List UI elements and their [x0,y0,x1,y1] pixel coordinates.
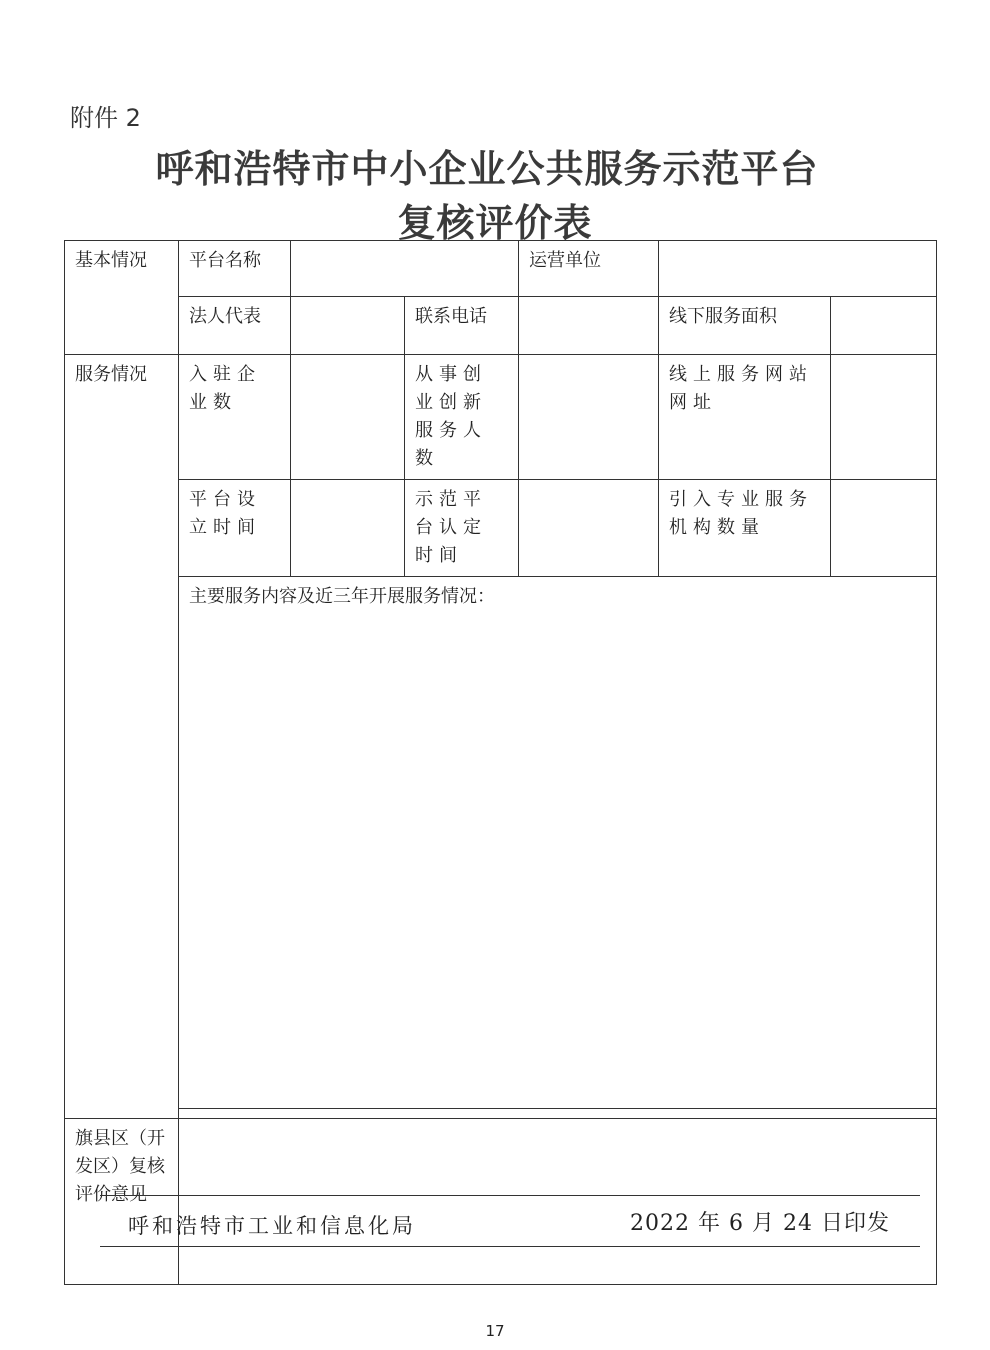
field-website[interactable] [831,355,937,480]
label-phone: 联系电话 [405,297,519,355]
section-opinion-label: 旗县区（开发区）复核评价意见 [65,1119,179,1285]
field-legal-rep[interactable] [291,297,405,355]
field-staff-count[interactable] [519,355,659,480]
label-institutions-count: 引入专业服务机构数量 [659,480,831,577]
issuing-date: 2022 年 6 月 24 日印发 [630,1211,890,1236]
label-staff-count: 从事创业创新服务人数 [405,355,519,480]
label-operator: 运营单位 [519,241,659,297]
field-offline-area[interactable] [831,297,937,355]
label-website: 线上服务网站网址 [659,355,831,480]
issuing-org: 呼和浩特市工业和信息化局 [128,1214,416,1238]
page-number: 17 [485,1322,505,1340]
evaluation-form-table [64,240,937,1285]
field-cert-time[interactable] [519,480,659,577]
attachment-label: 附件 2 [70,104,141,132]
section-service-label: 服务情况 [65,355,179,1119]
field-institutions-count[interactable] [831,480,937,577]
field-main-content[interactable] [179,577,937,1109]
spacer-row [179,1109,937,1119]
label-cert-time: 示范平台认定时间 [405,480,519,577]
section-basic-label: 基本情况 [65,241,179,355]
field-phone[interactable] [519,297,659,355]
label-legal-rep: 法人代表 [179,297,291,355]
label-setup-time: 平台设立时间 [179,480,291,577]
field-setup-time[interactable] [291,480,405,577]
field-operator[interactable] [659,241,937,297]
label-offline-area: 线下服务面积 [659,297,831,355]
field-enterprises-count[interactable] [291,355,405,480]
label-platform-name: 平台名称 [179,241,291,297]
issuance-footer [100,1195,920,1247]
form-title-line1: 呼和浩特市中小企业公共服务示范平台 [155,147,819,191]
label-main-content: 主要服务内容及近三年开展服务情况： [189,586,495,607]
field-platform-name[interactable] [291,241,519,297]
label-enterprises-count: 入驻企业数 [179,355,291,480]
form-title-line2: 复核评价表 [397,201,593,245]
